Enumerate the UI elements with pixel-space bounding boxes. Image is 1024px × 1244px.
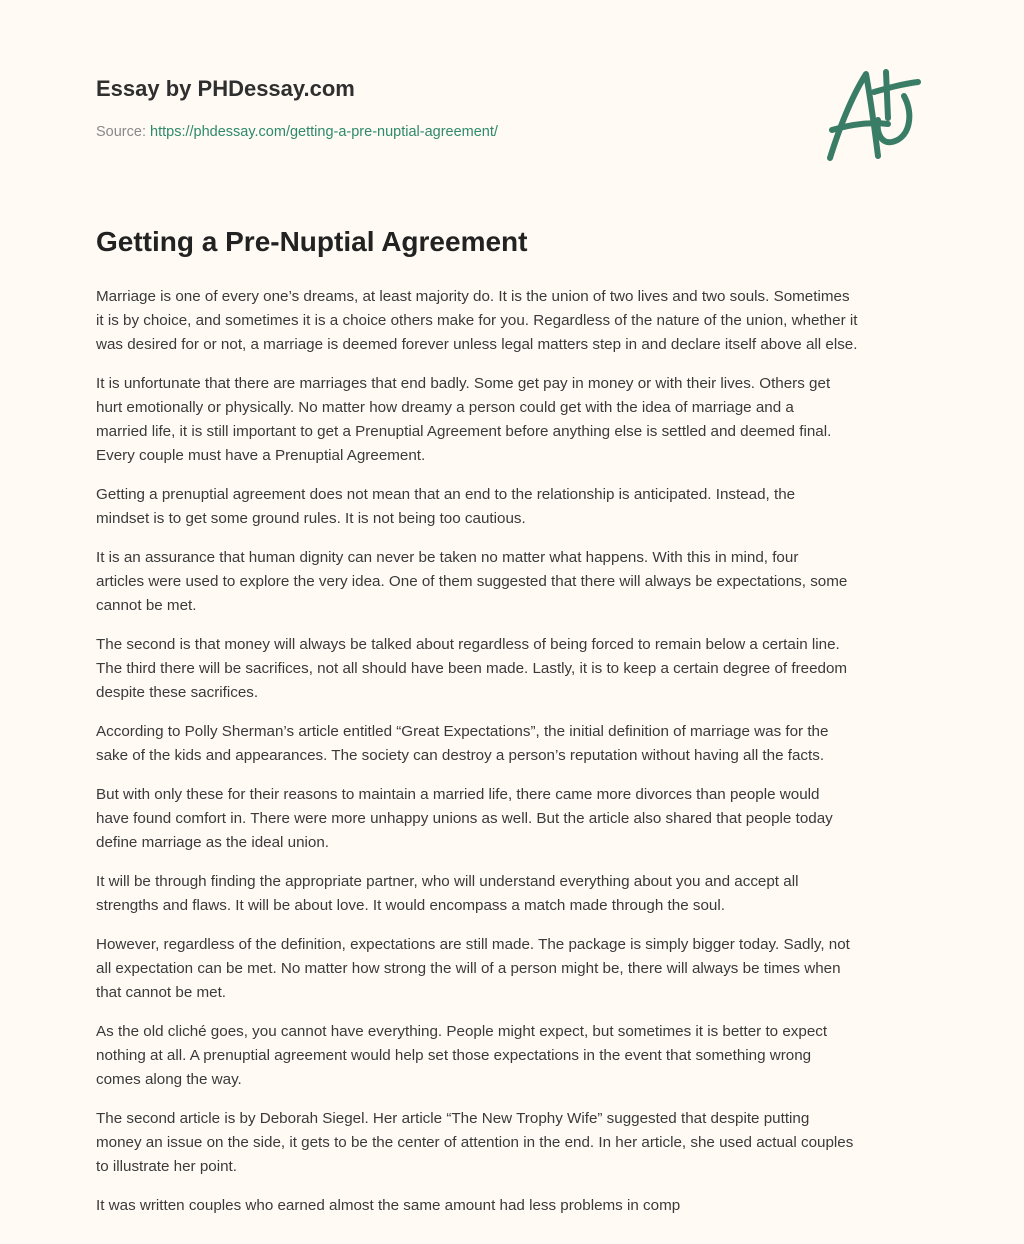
essay-paragraph [96,720,936,768]
paragraph-line: According to Polly Sherman’s article entitled “Great Expectations”, the initial definition of marriage was for the [96,723,829,740]
essay-paragraph [96,1107,936,1179]
paragraph-line: mindset is to get some ground rules. It is not being too cautious. [96,510,526,527]
paragraph-line: comes along the way. [96,1071,242,1088]
paragraph-line: Every couple must have a Prenuptial Agreement. [96,447,426,464]
paragraph-line: articles were used to explore the very idea. One of them suggested that there will always be expectations, some [96,573,848,590]
paragraph-line: It will be through finding the appropriate partner, who will understand everything about you and accept all [96,873,799,890]
essay-paragraph [96,933,936,1005]
essay-paragraph [96,285,936,357]
paragraph-line: was desired for or not, a marriage is deemed forever unless legal matters step in and declare itself above all else. [96,336,858,353]
paragraph-line: However, regardless of the definition, expectations are still made. The package is simply bigger today. Sadly, not [96,936,850,953]
essay-paragraph [96,1194,936,1218]
paragraph-line: But with only these for their reasons to maintain a married life, there came more divorces than people would [96,786,820,803]
essay-paragraph [96,546,936,618]
paragraph-line: all expectation can be met. No matter how strong the will of a person might be, there will always be times when [96,960,841,977]
site-title: Essay by PHDessay.com [96,76,355,101]
essay-body [96,285,936,1233]
paragraph-line: married life, it is still important to get a Prenuptial Agreement before anything else is settled and deemed final. [96,423,832,440]
paragraph-line: hurt emotionally or physically. No matter how dreamy a person could get with the idea of marriage and a [96,399,794,416]
source-label: Source: [96,124,146,140]
essay-paragraph [96,870,936,918]
paragraph-line: It is an assurance that human dignity can never be taken no matter what happens. With this in mind, four [96,549,799,566]
paragraph-line: It is unfortunate that there are marriages that end badly. Some get pay in money or with their lives. Others get [96,375,831,392]
paragraph-line: have found comfort in. There were more unhappy unions as well. But the article also shared that people today [96,810,833,827]
paragraph-line: nothing at all. A prenuptial agreement would help set those expectations in the event that something wrong [96,1047,812,1064]
essay-paragraph [96,633,936,705]
paragraph-line: The third there will be sacrifices, not all should have been made. Lastly, it is to keep a certain degree of freedom [96,660,848,677]
paragraph-line: to illustrate her point. [96,1158,237,1175]
paragraph-line: despite these sacrifices. [96,684,259,701]
paragraph-line: sake of the kids and appearances. The society can destroy a person’s reputation without having all the facts. [96,747,825,764]
paragraph-line: cannot be met. [96,597,197,614]
source-line [96,124,498,140]
paragraph-line: Marriage is one of every one’s dreams, at least majority do. It is the union of two lives and two souls. Sometimes [96,288,850,305]
paragraph-line: it is by choice, and sometimes it is a choice others make for you. Regardless of the nature of the union, whether it [96,312,858,329]
paragraph-line: It was written couples who earned almost the same amount had less problems in comp [96,1197,681,1214]
essay-paragraph [96,783,936,855]
essay-paragraph [96,483,936,531]
paragraph-line: Getting a prenuptial agreement does not mean that an end to the relationship is anticipated. Instead, the [96,486,796,503]
essay-paragraph [96,1020,936,1092]
source-link[interactable]: https://phdessay.com/getting-a-pre-nuptial-agreement/ [150,124,498,140]
paragraph-line: As the old cliché goes, you cannot have everything. People might expect, but sometimes it is better to expect [96,1023,828,1040]
paragraph-line: The second is that money will always be talked about regardless of being forced to remain below a certain line. [96,636,840,653]
paragraph-line: strengths and flaws. It will be about love. It would encompass a match made through the soul. [96,897,725,914]
paragraph-line: The second article is by Deborah Siegel. Her article “The New Trophy Wife” suggested that despite putting [96,1110,810,1127]
a-plus-logo [818,66,930,166]
paragraph-line: that cannot be met. [96,984,227,1001]
paragraph-line: define marriage as the ideal union. [96,834,330,851]
essay-title: Getting a Pre-Nuptial Agreement [96,226,528,257]
paragraph-line: money an issue on the side, it gets to be the center of attention in the end. In her article, she used actual couples [96,1134,854,1151]
essay-paragraph [96,372,936,468]
